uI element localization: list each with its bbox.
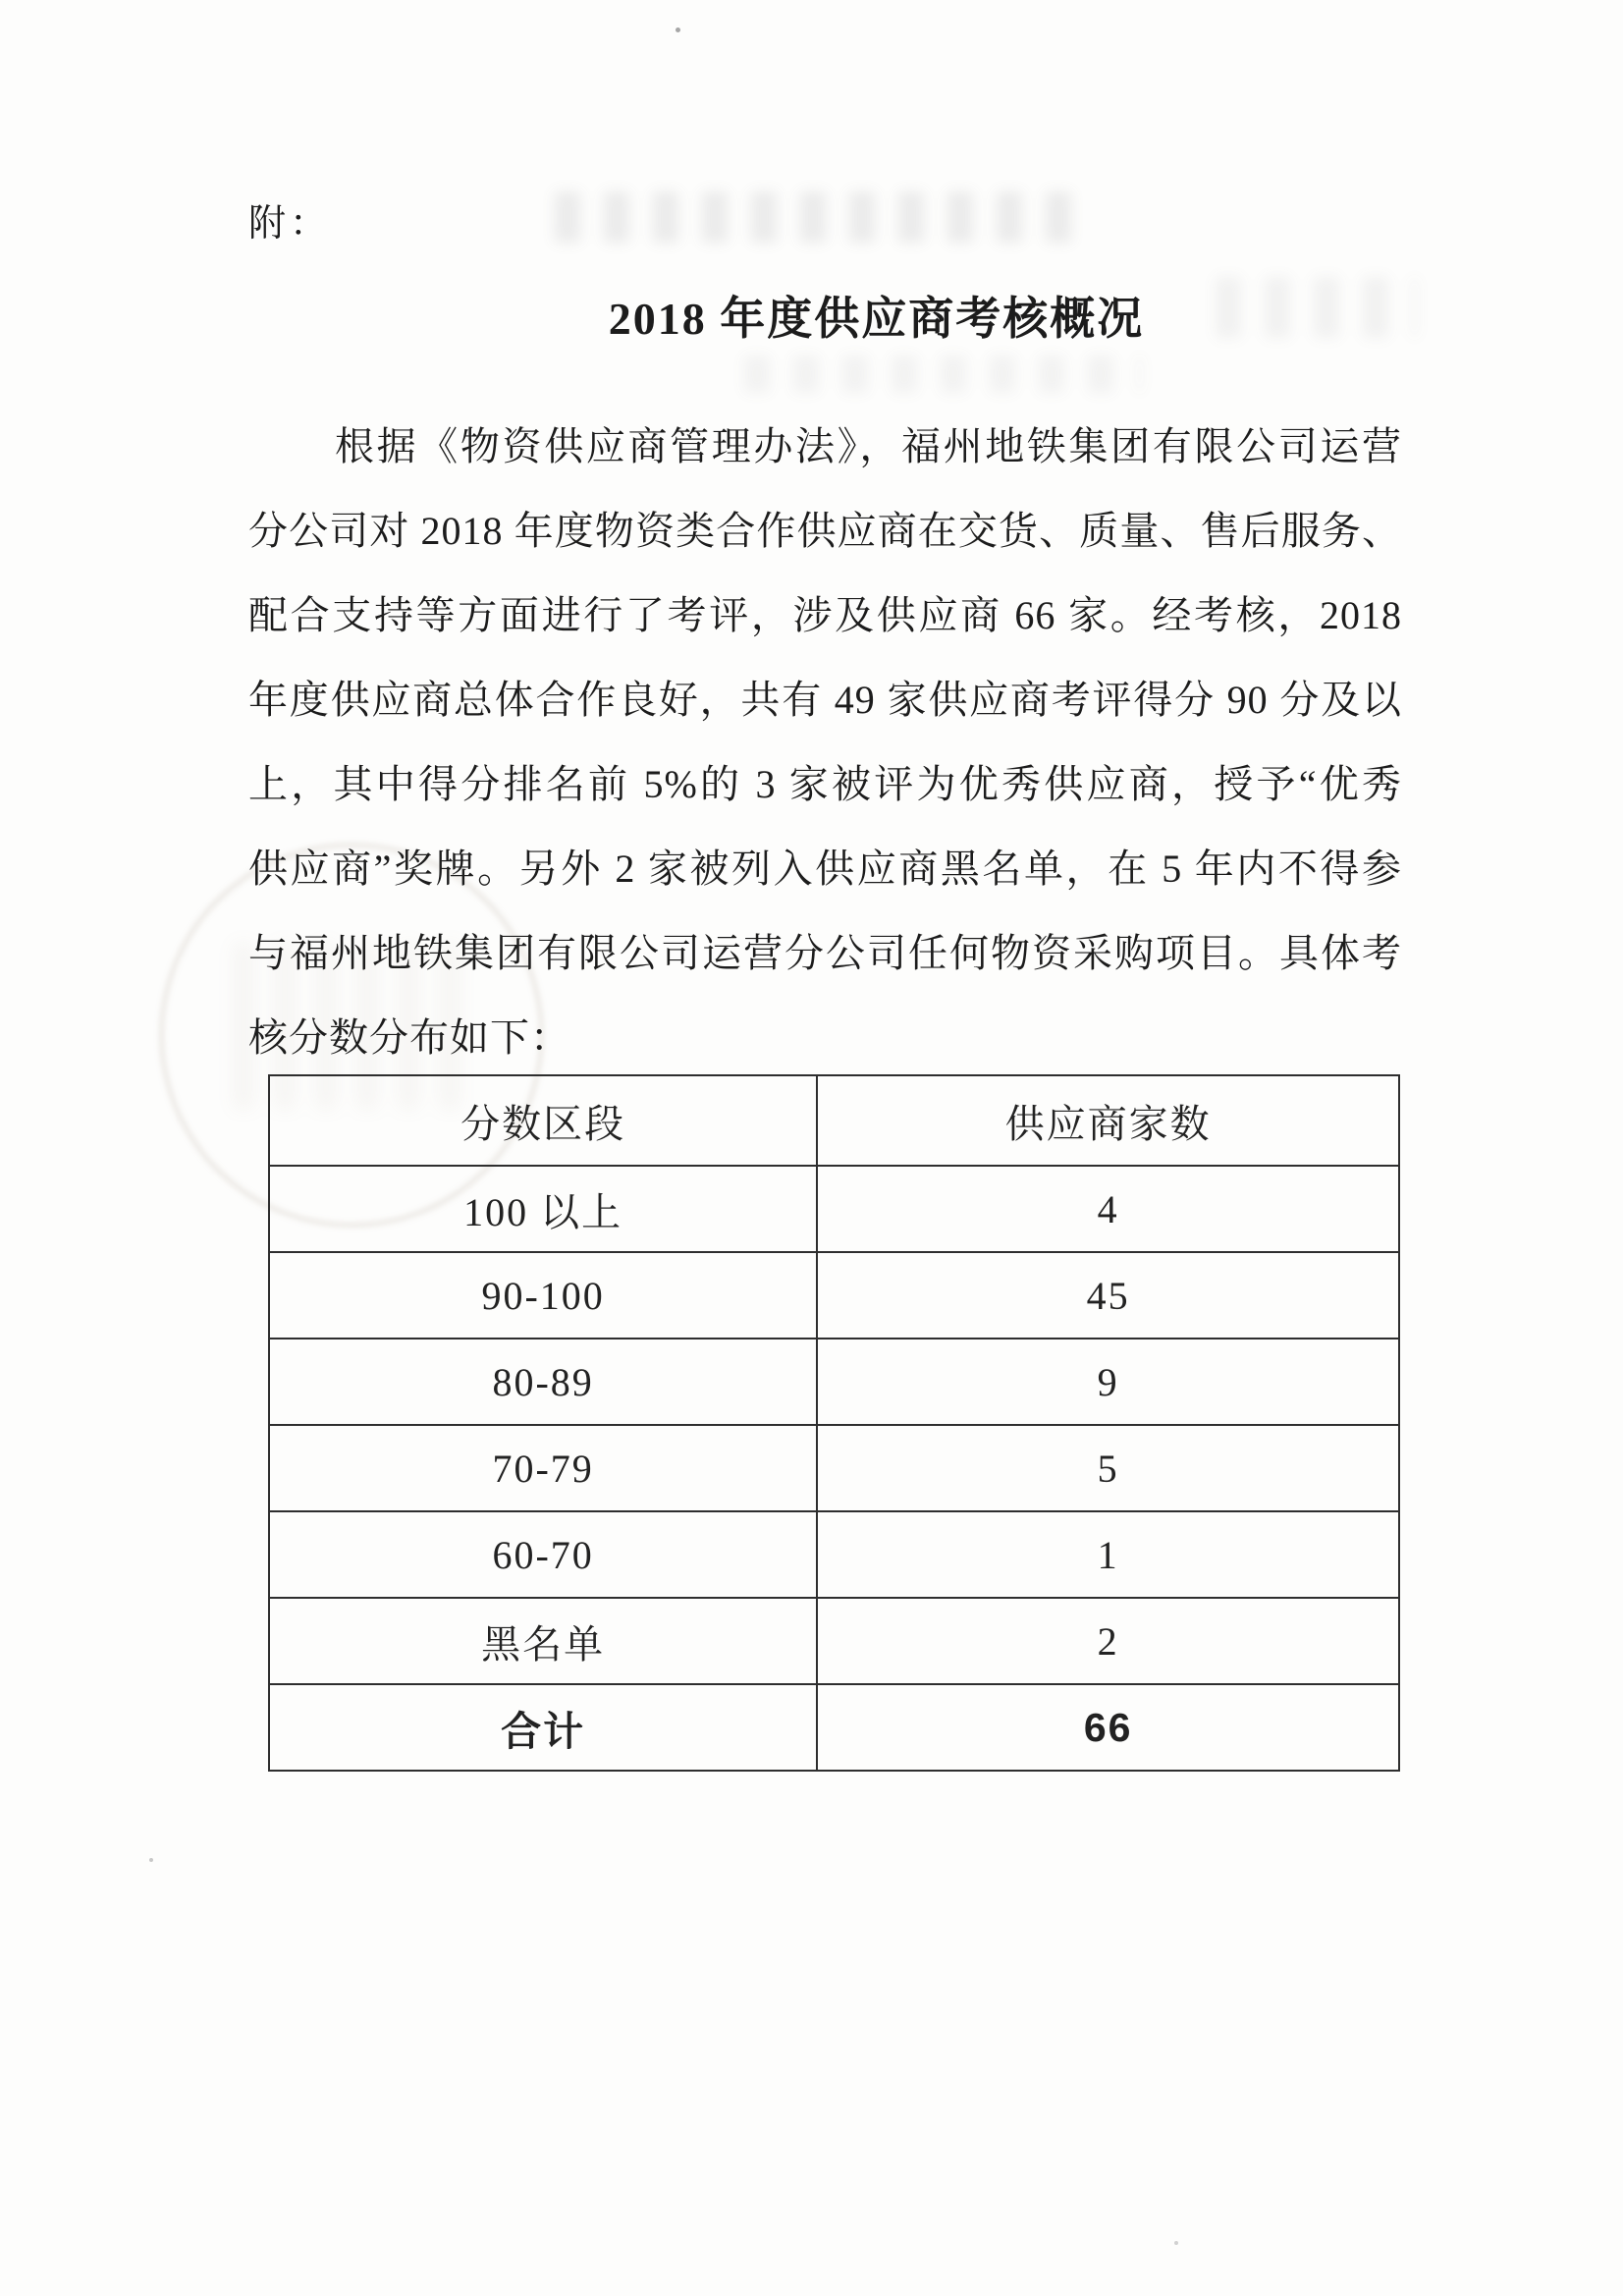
table-row <box>269 1339 1399 1425</box>
table-row <box>269 1252 1399 1339</box>
paragraph-line: 配合支持等方面进行了考评，涉及供应商 66 家。经考核，2018 <box>248 593 1402 637</box>
supplier-count-cell: 2 <box>817 1598 1399 1684</box>
score-range-cell: 90-100 <box>269 1252 817 1339</box>
scan-ghost-bleed-top <box>555 191 1085 243</box>
table-total-row <box>269 1684 1399 1771</box>
scan-speck <box>149 1858 153 1862</box>
paragraph-line: 供应商”奖牌。另外 2 家被列入供应商黑名单，在 5 年内不得参 <box>248 847 1402 891</box>
page-title: 2018 年度供应商考核概况 <box>608 294 1145 344</box>
supplier-count-cell: 4 <box>817 1166 1399 1252</box>
paragraph-line: 上，其中得分排名前 5%的 3 家被评为优秀供应商，授予“优秀 <box>248 762 1402 806</box>
score-range-cell: 100 以上 <box>269 1166 817 1252</box>
table-row <box>269 1511 1399 1598</box>
table-row <box>269 1425 1399 1511</box>
header-score-range: 分数区段 <box>269 1075 817 1166</box>
score-table-container <box>268 1074 1400 1772</box>
table-header-row <box>269 1075 1399 1166</box>
attachment-label: 附： <box>248 203 332 245</box>
body-paragraph <box>248 405 1402 1080</box>
score-range-cell: 70-79 <box>269 1425 817 1511</box>
score-distribution-table <box>268 1074 1400 1772</box>
table-row <box>269 1598 1399 1684</box>
supplier-count-cell: 9 <box>817 1339 1399 1425</box>
paragraph-line: 根据《物资供应商管理办法》，福州地铁集团有限公司运营 <box>335 424 1402 468</box>
scan-speck <box>676 27 680 32</box>
paragraph-line: 核分数分布如下： <box>248 1015 570 1060</box>
supplier-count-cell: 1 <box>817 1511 1399 1598</box>
score-range-cell: 60-70 <box>269 1511 817 1598</box>
scan-speck <box>1174 2241 1178 2245</box>
scan-ghost-bleed-below-title <box>744 355 1142 393</box>
table-row <box>269 1166 1399 1252</box>
score-range-cell: 黑名单 <box>269 1598 817 1684</box>
paragraph-line: 与福州地铁集团有限公司运营分公司任何物资采购项目。具体考 <box>248 931 1402 975</box>
supplier-count-cell: 5 <box>817 1425 1399 1511</box>
total-label-cell: 合计 <box>269 1684 817 1771</box>
paragraph-line: 分公司对 2018 年度物资类合作供应商在交货、质量、售后服务、 <box>248 509 1402 553</box>
score-range-cell: 80-89 <box>269 1339 817 1425</box>
total-count-cell: 66 <box>817 1684 1399 1771</box>
supplier-count-cell: 45 <box>817 1252 1399 1339</box>
header-supplier-count: 供应商家数 <box>817 1075 1399 1166</box>
paragraph-line: 年度供应商总体合作良好，共有 49 家供应商考评得分 90 分及以 <box>248 678 1402 722</box>
